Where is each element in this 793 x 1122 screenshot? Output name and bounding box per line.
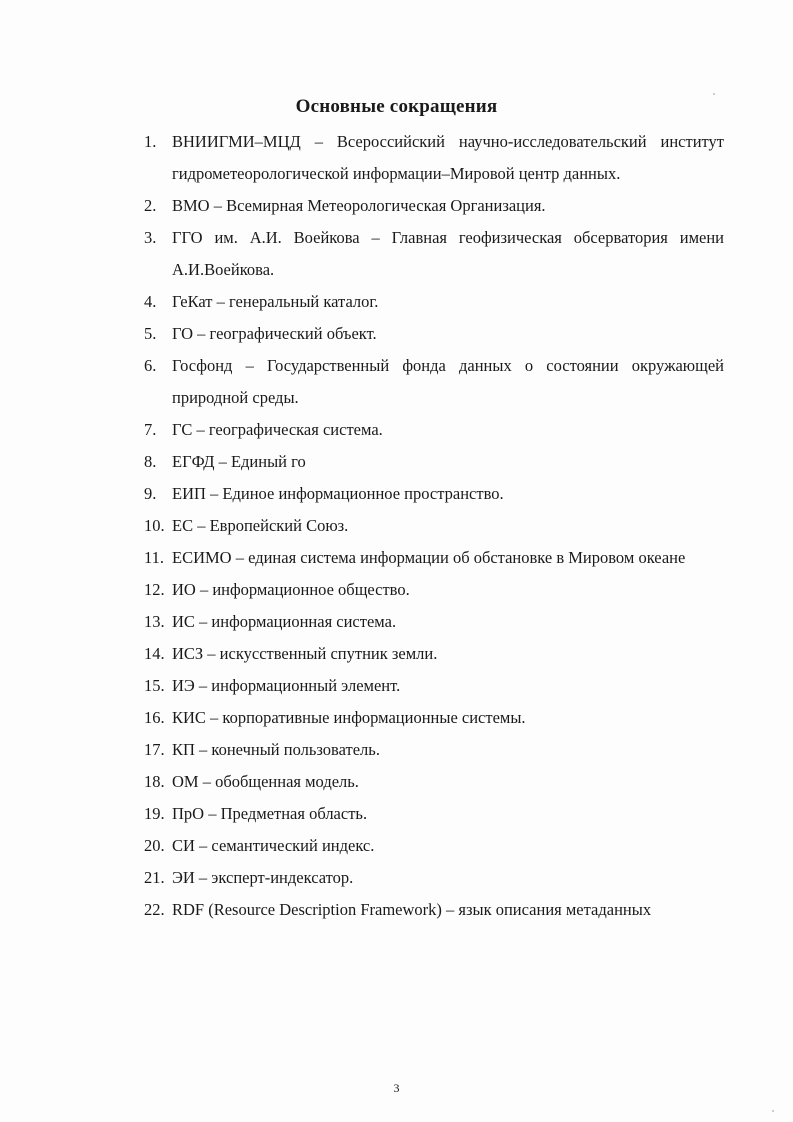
list-item [144,894,724,926]
item-number: 4. [144,292,157,311]
item-text: ГС – географическая система. [172,420,383,439]
list-item [144,318,724,350]
item-text: ЕГФД – Единый го [172,452,306,471]
item-number: 14. [144,644,165,663]
list-item [144,862,724,894]
list-item [144,830,724,862]
item-text: ИСЗ – искусственный спутник земли. [172,644,438,663]
scan-speck [772,1110,774,1112]
list-item [144,414,724,446]
item-number: 12. [144,580,165,599]
item-number: 15. [144,676,165,695]
page-number: 3 [393,1081,400,1095]
list-item [144,478,724,510]
item-number: 21. [144,868,165,887]
item-number: 3. [144,228,157,247]
list-item [144,190,724,222]
list-item [144,670,724,702]
list-item [144,446,724,478]
list-item [144,766,724,798]
item-number: 17. [144,740,165,759]
item-number: 9. [144,484,157,503]
item-text: ЕСИМО – единая система информации об обстановке в Мировом океане [172,548,686,567]
list-item [144,702,724,734]
scan-speck [713,93,715,95]
item-number: 16. [144,708,165,727]
page-title: Основные сокращения [295,96,498,117]
item-number: 8. [144,452,157,471]
list-item [144,222,724,286]
item-text: RDF (Resource Description Framework) – язык описания метаданных [172,900,652,919]
list-item [144,286,724,318]
list-item [144,734,724,766]
item-number: 20. [144,836,165,855]
item-text: Госфонд – Государственный фонда данных о состоянии окружающей природной среды. [172,356,724,407]
item-text: СИ – семантический индекс. [172,836,375,855]
item-text: ИС – информационная система. [172,612,397,631]
abbreviation-list [144,126,724,926]
item-text: ГО – географический объект. [172,324,377,343]
item-text: ВМО – Всемирная Метеорологическая Организация. [172,196,546,215]
list-item [144,350,724,414]
item-text: КИС – корпоративные информационные системы. [172,708,526,727]
item-number: 10. [144,516,165,535]
item-text: ВНИИГМИ–МЦД – Всероссийский научно-исследовательский институт гидрометеорологической информации–Мировой центр данных. [172,132,724,183]
item-text: ЭИ – эксперт-индексатор. [172,868,354,887]
list-item [144,542,724,574]
item-number: 2. [144,196,157,215]
item-text: ЕС – Европейский Союз. [172,516,349,535]
list-item [144,126,724,190]
list-item [144,638,724,670]
list-item [144,574,724,606]
item-text: ОМ – обобщенная модель. [172,772,359,791]
item-text: ИЭ – информационный элемент. [172,676,401,695]
item-text: ЕИП – Единое информационное пространство. [172,484,504,503]
item-number: 11. [144,548,165,567]
list-item [144,510,724,542]
item-number: 1. [144,132,157,151]
item-text: ИО – информационное общество. [172,580,410,599]
item-number: 5. [144,324,157,343]
item-text: ГГО им. А.И. Воейкова – Главная геофизическая обсерватория имени А.И.Воейкова. [172,228,724,279]
item-number: 22. [144,900,165,919]
item-number: 6. [144,356,157,375]
item-number: 18. [144,772,165,791]
item-text: КП – конечный пользователь. [172,740,380,759]
item-number: 19. [144,804,165,823]
item-text: ГеКат – генеральный каталог. [172,292,379,311]
item-text: ПрО – Предметная область. [172,804,368,823]
item-number: 13. [144,612,165,631]
list-item [144,606,724,638]
list-item [144,798,724,830]
item-number: 7. [144,420,157,439]
